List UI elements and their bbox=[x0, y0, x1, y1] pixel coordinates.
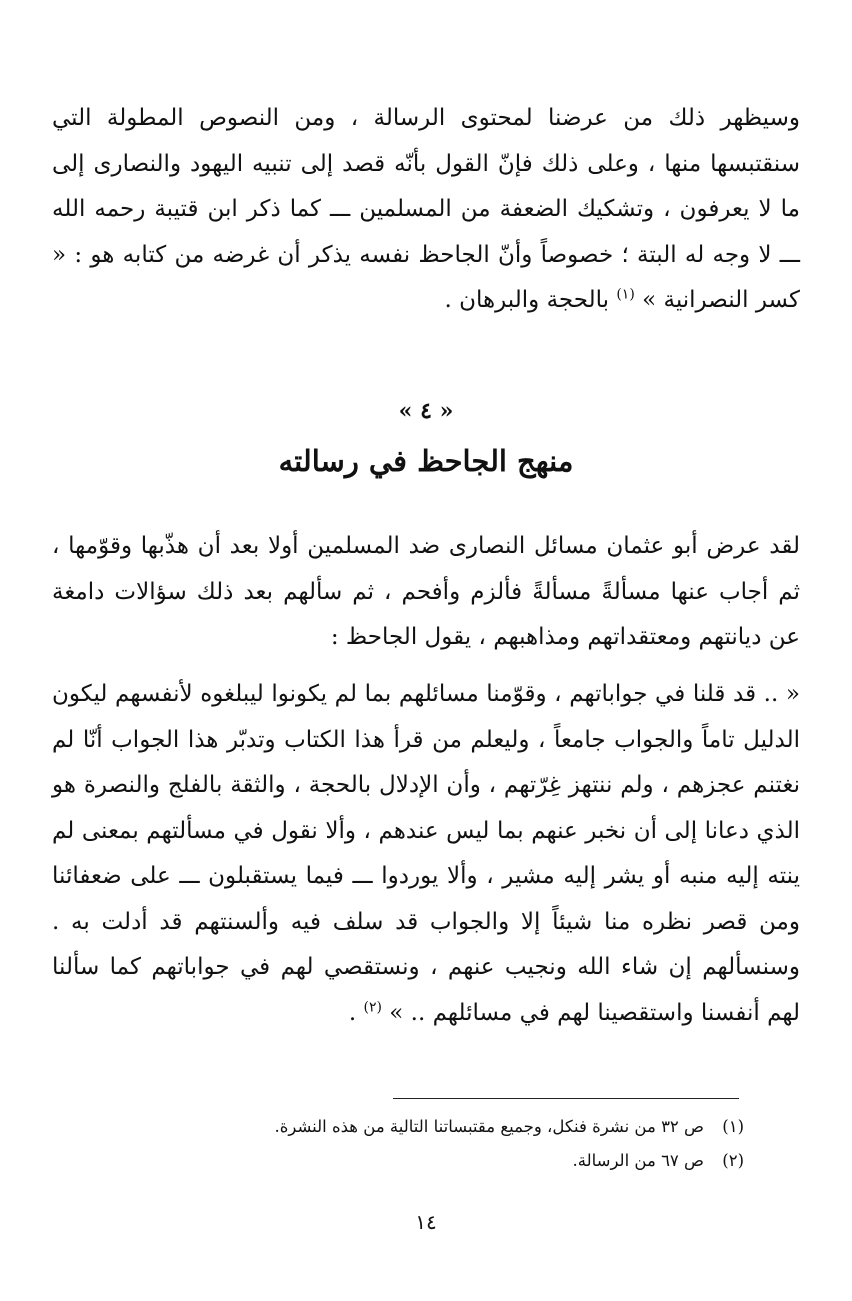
paragraph-method-text: لقد عرض أبو عثمان مسائل النصارى ضد المسلمين أولا بعد أن هذّبها وقوّمها ، ثم أجاب عنها مسألةً مسألةً فألزم وأفحم ، ثم سألهم بعد ذلك سؤالات دامغة عن ديانتهم ومعتقداتهم ومذاهبهم ، يقول الجاحظ : bbox=[52, 533, 800, 650]
footnote-1-text: ص ٣٢ من نشرة فنكل، وجميع مقتبساتنا التالية من هذه النشرة. bbox=[274, 1117, 704, 1136]
paragraph-intro-tail: بالحجة والبرهان . bbox=[444, 287, 610, 313]
section-number: « ٤ » bbox=[398, 398, 454, 424]
footnote-2 bbox=[104, 1144, 744, 1178]
footnote-1-number: (١) bbox=[722, 1117, 744, 1136]
footnote-separator bbox=[393, 1098, 739, 1099]
quote-tail: . bbox=[348, 999, 357, 1026]
page-number: ١٤ bbox=[415, 1210, 437, 1234]
paragraph-intro-text: وسيظهر ذلك من عرضنا لمحتوى الرسالة ، ومن النصوص المطولة التي سنقتبسها منها ، وعلى ذلك فإنّ القول بأنّه قصد إلى تنبيه اليهود والنصارى إلى ما لا يعرفون ، وتشكيك الضعفة من المسلمين ـــ كما ذكر ابن قتيبة رحمه الله ـــ لا وجه له البتة ؛ خصوصاً وأنّ الجاحظ نفسه يذكر أن غرضه من كتابه هو : « كسر النصرانية » bbox=[52, 105, 800, 313]
footnote-2-number: (٢) bbox=[722, 1151, 744, 1170]
quote-text: « .. قد قلنا في جواباتهم ، وقوّمنا مسائلهم بما لم يكونوا ليبلغوه لأنفسهم ليكون الدليل تاماً والجواب جامعاً ، وليعلم من قرأ هذا الكتاب وتدبّر هذا الجواب أنّا لم نغتنم عجزهم ، ولم ننتهز غِرّتهم ، وأن الإدلال بالحجة ، والثقة بالفلج والنصرة هو الذي دعانا إلى أن نخبر عنهم بما ليس عندهم ، وألا نقول في مسألتهم بمعنى لم ينته إليه منبه أو يشر إليه مشير ، وألا يوردوا ـــ فيما يستقبلون ـــ على ضعفائنا ومن قصر نظره منا شيئاً إلا والجواب قد سلف فيه وألسنتهم قد أدلت به . وسنسألهم إن شاء الله ونجيب عنهم ، ونستقصي لهم في جواباتهم كما سألنا لهم أنفسنا واستقصينا لهم في مسائلهم .. » bbox=[52, 681, 800, 1026]
footnote-1 bbox=[104, 1110, 744, 1144]
footnote-2-text: ص ٦٧ من الرسالة. bbox=[572, 1151, 704, 1170]
footnote-ref-1: (١) bbox=[616, 286, 635, 303]
paragraph-method bbox=[52, 524, 800, 661]
footnote-ref-2: (٢) bbox=[363, 998, 382, 1015]
section-title: منهج الجاحظ في رسالته bbox=[278, 444, 574, 478]
paragraph-intro bbox=[52, 96, 800, 324]
footnotes bbox=[104, 1110, 744, 1178]
quote-block bbox=[52, 672, 800, 1036]
